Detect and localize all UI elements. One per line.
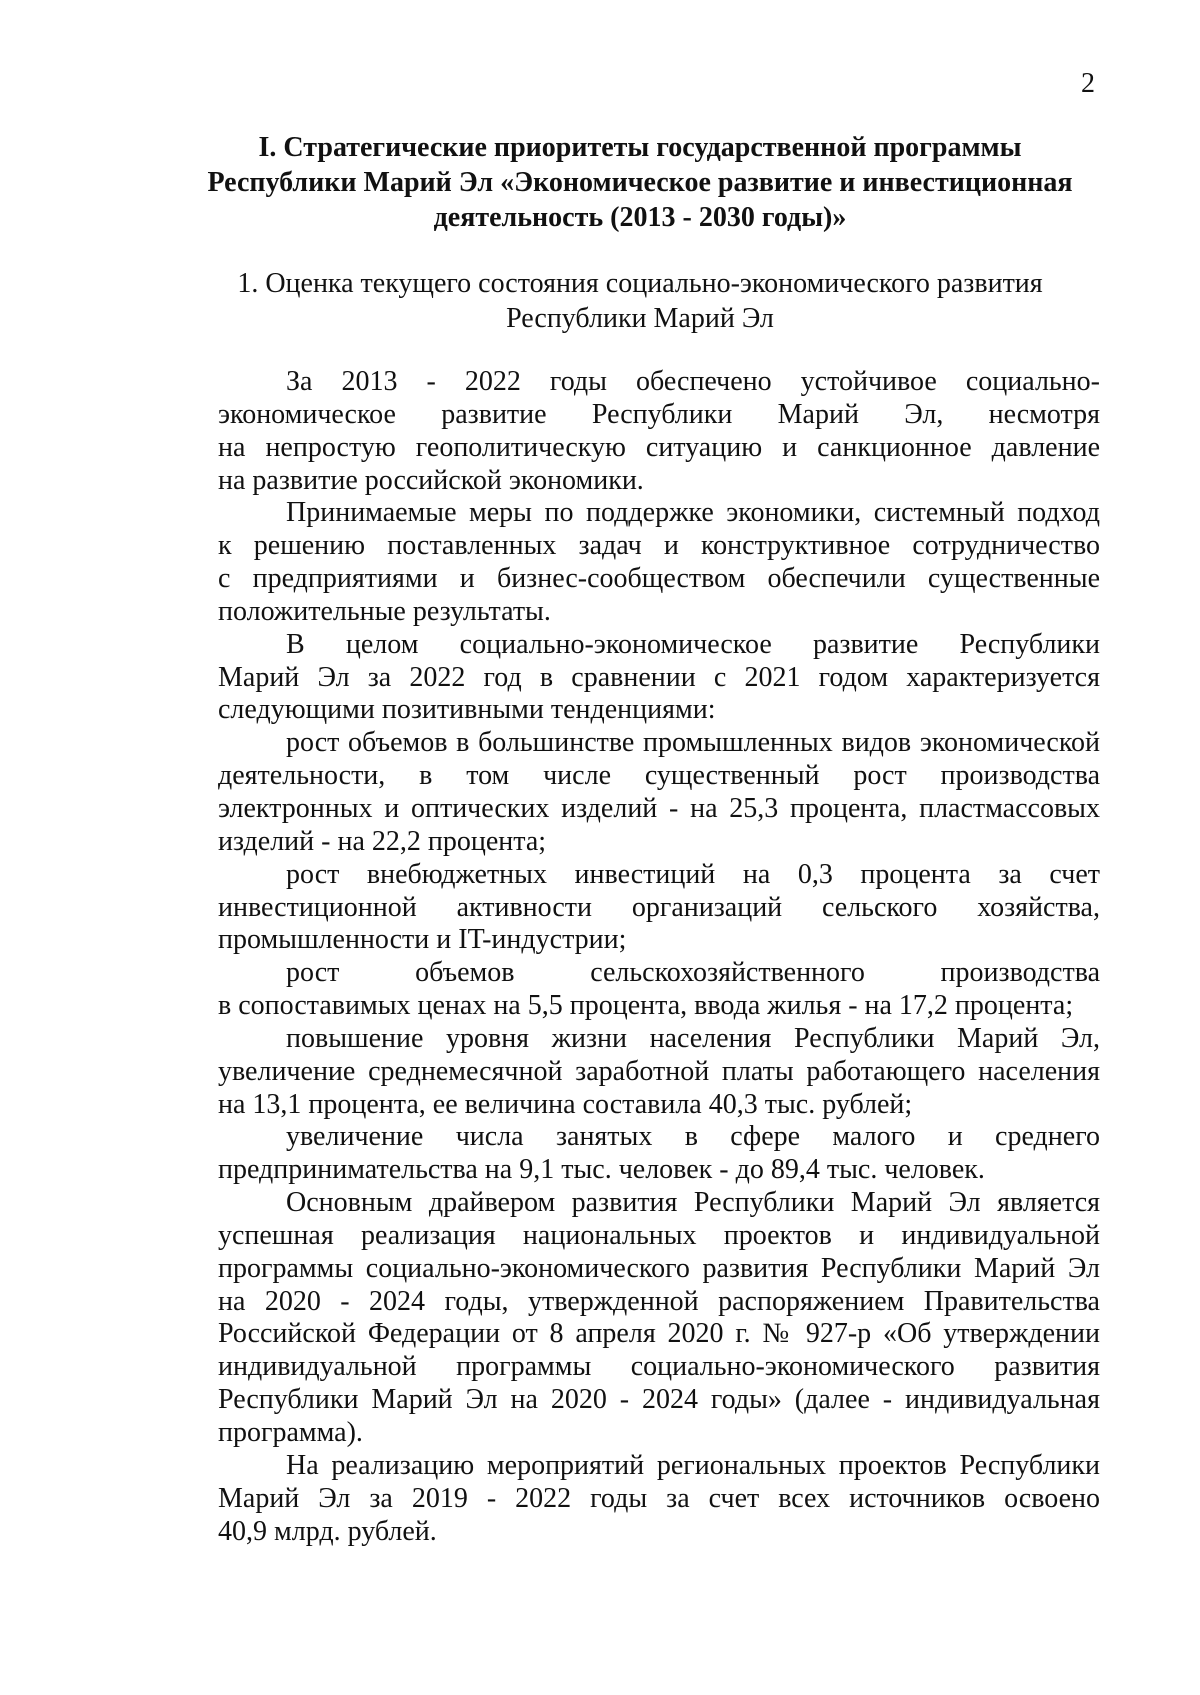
paragraph: [218, 1450, 1100, 1549]
text-line: Марий Эл за 2022 год в сравнении с 2021 годом характеризуется: [218, 661, 1100, 693]
text-line: индивидуальной программы социально-экономического развития: [218, 1351, 1100, 1383]
list-item: [218, 1023, 1100, 1122]
list-item: [218, 1121, 1100, 1187]
document-title: [180, 130, 1100, 235]
text-line: электронных и оптических изделий - на 25,3 процента, пластмассовых: [218, 792, 1100, 824]
list-item: [218, 957, 1100, 1023]
section-heading-line: Республики Марий Эл: [506, 303, 774, 334]
text-line: Основным драйвером развития Республики Марий Эл является: [286, 1187, 1100, 1219]
text-line: За 2013 - 2022 годы обеспечено устойчивое социально-: [286, 366, 1100, 397]
text-line: предпринимательства на 9,1 тыс. человек - до 89,4 тыс. человек.: [218, 1154, 985, 1186]
paragraph: [218, 629, 1100, 728]
text-line: повышение уровня жизни населения Республики Марий Эл,: [286, 1022, 1100, 1054]
text-line: успешная реализация национальных проектов и индивидуальной: [218, 1219, 1100, 1251]
text-line: на 13,1 процента, ее величина составила 40,3 тыс. рублей;: [218, 1088, 913, 1120]
text-line: Принимаемые меры по поддержке экономики, системный подход: [286, 497, 1100, 529]
text-line: на развитие российской экономики.: [218, 464, 644, 496]
text-line: на непростую геополитическую ситуацию и санкционное давление: [218, 431, 1100, 463]
text-line: 40,9 млрд. рублей.: [218, 1515, 437, 1547]
page-number: 2: [1081, 68, 1095, 99]
list-item: [218, 727, 1100, 858]
text-line: следующими позитивными тенденциями:: [218, 694, 716, 726]
list-item: [218, 859, 1100, 958]
text-line: изделий - на 22,2 процента;: [218, 825, 547, 857]
section-heading-line: 1. Оценка текущего состояния социально-экономического развития: [237, 268, 1043, 299]
text-line: экономическое развитие Республики Марий Эл, несмотря: [218, 398, 1100, 430]
paragraph: [218, 1187, 1100, 1450]
text-line: В целом социально-экономическое развитие Республики: [286, 628, 1100, 660]
text-line: инвестиционной активности организаций сельского хозяйства,: [218, 891, 1100, 923]
text-line: программа).: [218, 1417, 363, 1448]
title-line: Республики Марий Эл «Экономическое развитие и инвестиционная: [207, 167, 1073, 198]
text-line: программы социально-экономического развития Республики Марий Эл: [218, 1252, 1100, 1284]
text-line: увеличение числа занятых в сфере малого и среднего: [286, 1121, 1100, 1153]
text-line: в сопоставимых ценах на 5,5 процента, ввода жилья - на 17,2 процента;: [218, 990, 1074, 1022]
text-line: Марий Эл за 2019 - 2022 годы за счет всех источников освоено: [218, 1482, 1100, 1514]
paragraph: [218, 497, 1100, 628]
paragraph: [218, 366, 1100, 497]
text-line: На реализацию мероприятий региональных проектов Республики: [286, 1449, 1100, 1481]
text-line: промышленности и IT-индустрии;: [218, 924, 627, 956]
text-line: Республики Марий Эл на 2020 - 2024 годы» (далее - индивидуальная: [218, 1384, 1100, 1416]
text-line: положительные результаты.: [218, 595, 551, 627]
text-line: деятельности, в том числе существенный рост производства: [218, 760, 1100, 792]
title-line: I. Стратегические приоритеты государственной программы: [258, 132, 1022, 163]
title-line: деятельность (2013 - 2030 годы)»: [433, 202, 847, 233]
text-line: увеличение среднемесячной заработной платы работающего населения: [218, 1055, 1100, 1087]
text-line: на 2020 - 2024 годы, утвержденной распоряжением Правительства: [218, 1285, 1100, 1317]
text-line: Российской Федерации от 8 апреля 2020 г. № 927-р «Об утверждении: [218, 1318, 1100, 1350]
text-line: к решению поставленных задач и конструктивное сотрудничество: [218, 530, 1100, 562]
text-line: рост объемов в большинстве промышленных видов экономической: [286, 727, 1100, 759]
text-line: рост объемов сельскохозяйственного производства: [286, 957, 1100, 989]
text-line: с предприятиями и бизнес-сообществом обеспечили существенные: [218, 563, 1100, 595]
body-text: [218, 366, 1100, 1548]
section-heading: [200, 266, 1080, 336]
text-line: рост внебюджетных инвестиций на 0,3 процента за счет: [286, 858, 1100, 890]
